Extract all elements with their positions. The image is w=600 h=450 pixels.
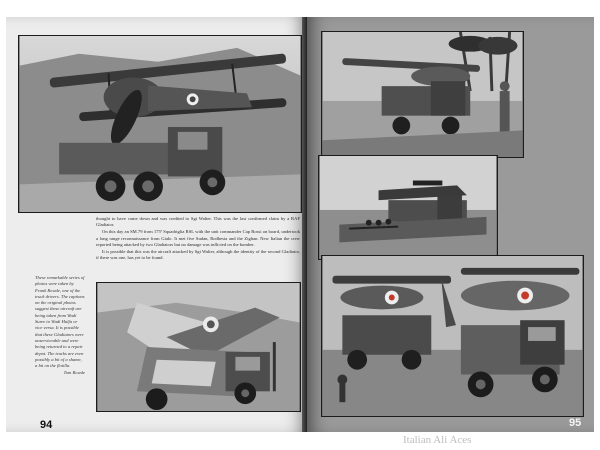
photo-image (97, 283, 300, 411)
photo-gladiator-on-truck-desert (18, 35, 302, 213)
body-paragraph: On this day an SM.79 from 175ª Squadriglia RSL with the unit commander Cap Rossi on board, undertook a long range reconnaissance from Gialo. It met five Sudan, Rodhesia and the Zighan. New Italian the crew reported being attacked by two Gladiators but no damage was inflicted on the bomber. (96, 229, 300, 247)
cover-title-text: Italian Ali Aces (403, 434, 472, 446)
body-paragraph: It is possible that this was the aircraft attacked by Sgt Walter, although the identity of the second Gladiator, if there was one, has yet to be found. (96, 249, 300, 261)
page-number-left: 94 (40, 419, 53, 431)
photo-image (19, 36, 301, 212)
caption-credit: Tom Rowde (63, 370, 85, 376)
photo-two-trucks-with-gladiators (321, 255, 584, 417)
cover-edge (308, 432, 600, 450)
photo-truck-on-river-ferry (318, 155, 498, 260)
photo-caption (35, 275, 85, 415)
left-page (6, 17, 307, 432)
body-paragraph: thought to have come down and was credited to Sgt Walter. This was the last confirmed claim by a RAF Gladiator. (96, 216, 300, 228)
right-page (307, 17, 594, 432)
body-text-column (96, 216, 300, 278)
photo-damaged-gladiator-truck (96, 282, 301, 412)
photo-image (319, 156, 497, 259)
caption-text: These remarkable series of photos were taken by Frank Rowde, one of the truck drivers. The captions on the original photos suggest these aircraft are being taken from Wadi Suree to Wadi Halfa or vice versa. It is possible that these Gladiators were unserviceable and were being returned to a repair depot. The tracks are even possibly a bit of a shame, a bit on the flotilla. (35, 275, 85, 369)
photo-image (322, 32, 523, 157)
page-number-right: 95 (569, 417, 582, 429)
book-spread (6, 17, 594, 432)
photo-image (322, 256, 583, 416)
photo-truck-under-palms (321, 31, 524, 158)
